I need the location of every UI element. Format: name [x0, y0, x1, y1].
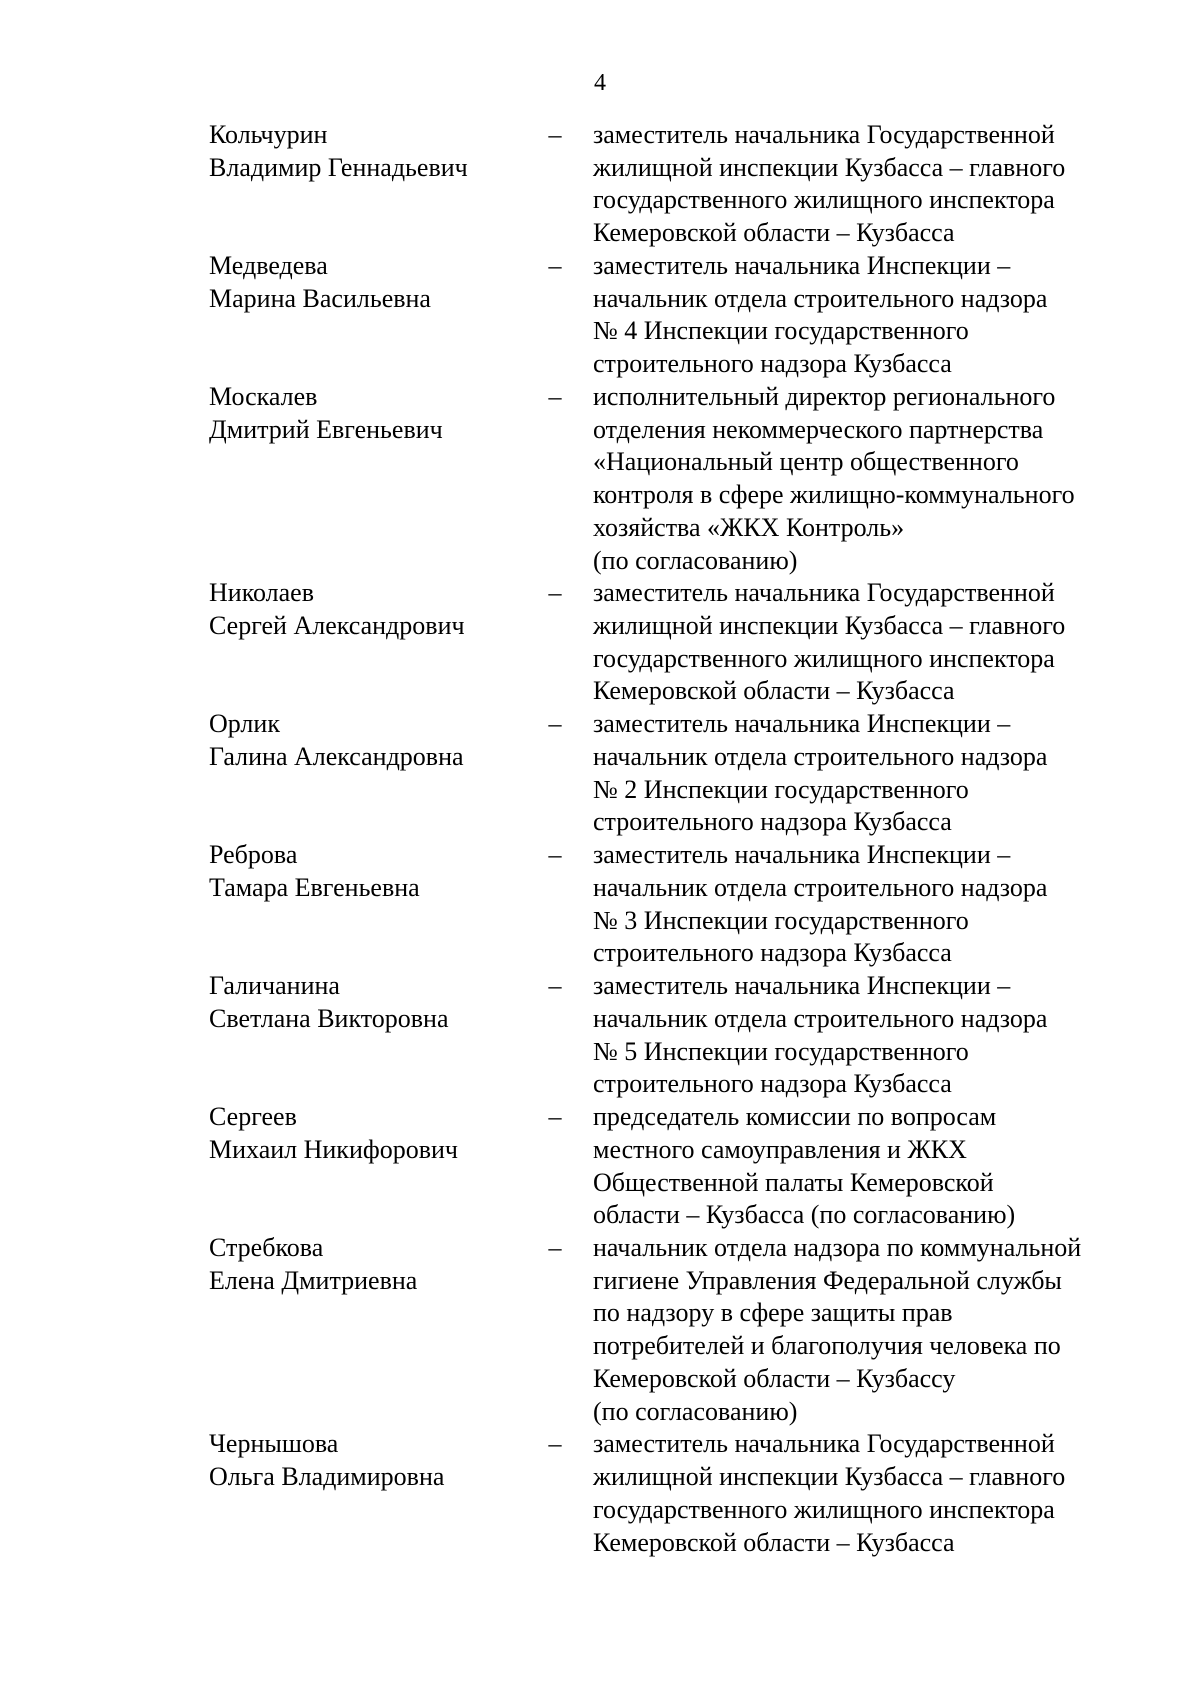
position-line: Кемеровской области – Кузбасса: [593, 1527, 955, 1557]
position-line: № 3 Инспекции государственного: [593, 905, 969, 935]
position-line: гигиене Управления Федеральной службы: [593, 1265, 1062, 1295]
member-entry: [209, 1428, 1129, 1559]
entry-dash: –: [548, 1429, 562, 1459]
member-surname: Москалев: [209, 381, 318, 411]
position-line: заместитель начальника Государственной: [593, 1429, 1055, 1459]
position-line: Общественной палаты Кемеровской: [593, 1167, 994, 1197]
position-line: строительного надзора Кузбасса: [593, 349, 952, 379]
position-line: строительного надзора Кузбасса: [593, 807, 952, 837]
position-line: контроля в сфере жилищно-коммунального: [593, 480, 1075, 510]
member-surname: Кольчурин: [209, 120, 328, 149]
position-line: заместитель начальника Государственной: [593, 578, 1055, 608]
position-line: начальник отдела строительного надзора: [593, 1003, 1048, 1033]
member-given-names: Тамара Евгеньевна: [209, 872, 420, 902]
entry-dash: –: [548, 381, 562, 411]
position-line: исполнительный директор регионального: [593, 381, 1056, 411]
member-position: [585, 970, 1129, 1101]
member-name: [209, 1101, 525, 1166]
position-line: потребителей и благополучия человека по: [593, 1331, 1061, 1361]
member-name: [209, 1428, 525, 1493]
member-position: [585, 250, 1129, 381]
position-line: отделения некоммерческого партнерства: [593, 414, 1044, 444]
member-entry: [209, 119, 1129, 250]
member-given-names: Галина Александровна: [209, 741, 464, 771]
member-name: [209, 1232, 525, 1297]
position-line: (по согласованию): [593, 1396, 798, 1426]
position-line: заместитель начальника Государственной: [593, 120, 1055, 149]
member-surname: Галичанина: [209, 971, 340, 1001]
member-given-names: Дмитрий Евгеньевич: [209, 414, 443, 444]
member-entry: [209, 1232, 1129, 1428]
member-entry: [209, 708, 1129, 839]
entry-dash: –: [548, 709, 562, 739]
position-line: строительного надзора Кузбасса: [593, 1069, 952, 1099]
entry-dash: –: [548, 250, 562, 280]
position-line: жилищной инспекции Кузбасса – главного: [593, 611, 1066, 641]
position-line: начальник отдела строительного надзора: [593, 283, 1048, 313]
position-line: строительного надзора Кузбасса: [593, 938, 952, 968]
position-line: начальник отдела строительного надзора: [593, 872, 1048, 902]
position-line: государственного жилищного инспектора: [593, 1494, 1055, 1524]
position-line: (по согласованию): [593, 545, 798, 575]
entry-dash: –: [548, 578, 562, 608]
entry-dash: –: [548, 1232, 562, 1262]
position-line: государственного жилищного инспектора: [593, 643, 1055, 673]
position-line: начальник отдела надзора по коммунальной: [593, 1232, 1082, 1262]
position-line: хозяйства «ЖКХ Контроль»: [593, 512, 905, 542]
member-surname: Николаев: [209, 578, 314, 608]
member-position: [585, 119, 1129, 250]
member-entry: [209, 250, 1129, 381]
position-line: по надзору в сфере защиты прав: [593, 1298, 953, 1328]
member-position: [585, 708, 1129, 839]
member-surname: Реброва: [209, 840, 298, 870]
position-line: Кемеровской области – Кузбасса: [593, 676, 955, 706]
position-line: Кемеровской области – Кузбассу: [593, 1363, 956, 1393]
member-given-names: Владимир Геннадьевич: [209, 152, 468, 182]
member-name: [209, 839, 525, 904]
member-name: [209, 708, 525, 773]
member-position: [585, 839, 1129, 970]
member-list: [209, 119, 1129, 1559]
position-line: заместитель начальника Инспекции –: [593, 971, 1011, 1001]
member-surname: Чернышова: [209, 1429, 339, 1459]
member-surname: Сергеев: [209, 1102, 297, 1132]
member-name: [209, 381, 525, 446]
position-line: заместитель начальника Инспекции –: [593, 250, 1011, 280]
member-name: [209, 970, 525, 1035]
member-position: [585, 381, 1129, 577]
member-name: [209, 119, 525, 184]
entry-dash: –: [548, 1102, 562, 1132]
position-line: заместитель начальника Инспекции –: [593, 840, 1011, 870]
entry-dash: –: [548, 971, 562, 1001]
member-position: [585, 577, 1129, 708]
position-line: заместитель начальника Инспекции –: [593, 709, 1011, 739]
member-entry: [209, 577, 1129, 708]
member-given-names: Марина Васильевна: [209, 283, 431, 313]
position-line: государственного жилищного инспектора: [593, 185, 1055, 215]
member-position: [585, 1428, 1129, 1559]
member-given-names: Ольга Владимировна: [209, 1462, 445, 1492]
position-line: жилищной инспекции Кузбасса – главного: [593, 1462, 1066, 1492]
member-entry: [209, 839, 1129, 970]
position-line: № 5 Инспекции государственного: [593, 1036, 969, 1066]
member-surname: Орлик: [209, 709, 280, 739]
member-entry: [209, 970, 1129, 1101]
position-line: Кемеровской области – Кузбасса: [593, 218, 955, 248]
position-line: «Национальный центр общественного: [593, 447, 1019, 477]
member-given-names: Михаил Никифорович: [209, 1134, 458, 1164]
position-line: местного самоуправления и ЖКХ: [593, 1134, 967, 1164]
page-number: 4: [594, 70, 606, 96]
position-line: начальник отдела строительного надзора: [593, 741, 1048, 771]
member-name: [209, 250, 525, 315]
entry-dash: –: [548, 120, 562, 149]
member-surname: Стребкова: [209, 1232, 324, 1262]
member-entry: [209, 1101, 1129, 1232]
member-given-names: Светлана Викторовна: [209, 1003, 449, 1033]
member-position: [585, 1101, 1129, 1232]
member-name: [209, 577, 525, 642]
member-entry: [209, 381, 1129, 577]
position-line: жилищной инспекции Кузбасса – главного: [593, 152, 1066, 182]
member-surname: Медведева: [209, 250, 328, 280]
entry-dash: –: [548, 840, 562, 870]
position-line: № 4 Инспекции государственного: [593, 316, 969, 346]
position-line: № 2 Инспекции государственного: [593, 774, 969, 804]
position-line: председатель комиссии по вопросам: [593, 1102, 997, 1132]
member-given-names: Елена Дмитриевна: [209, 1265, 418, 1295]
member-given-names: Сергей Александрович: [209, 611, 465, 641]
position-line: области – Кузбасса (по согласованию): [593, 1200, 1016, 1230]
member-position: [585, 1232, 1129, 1428]
